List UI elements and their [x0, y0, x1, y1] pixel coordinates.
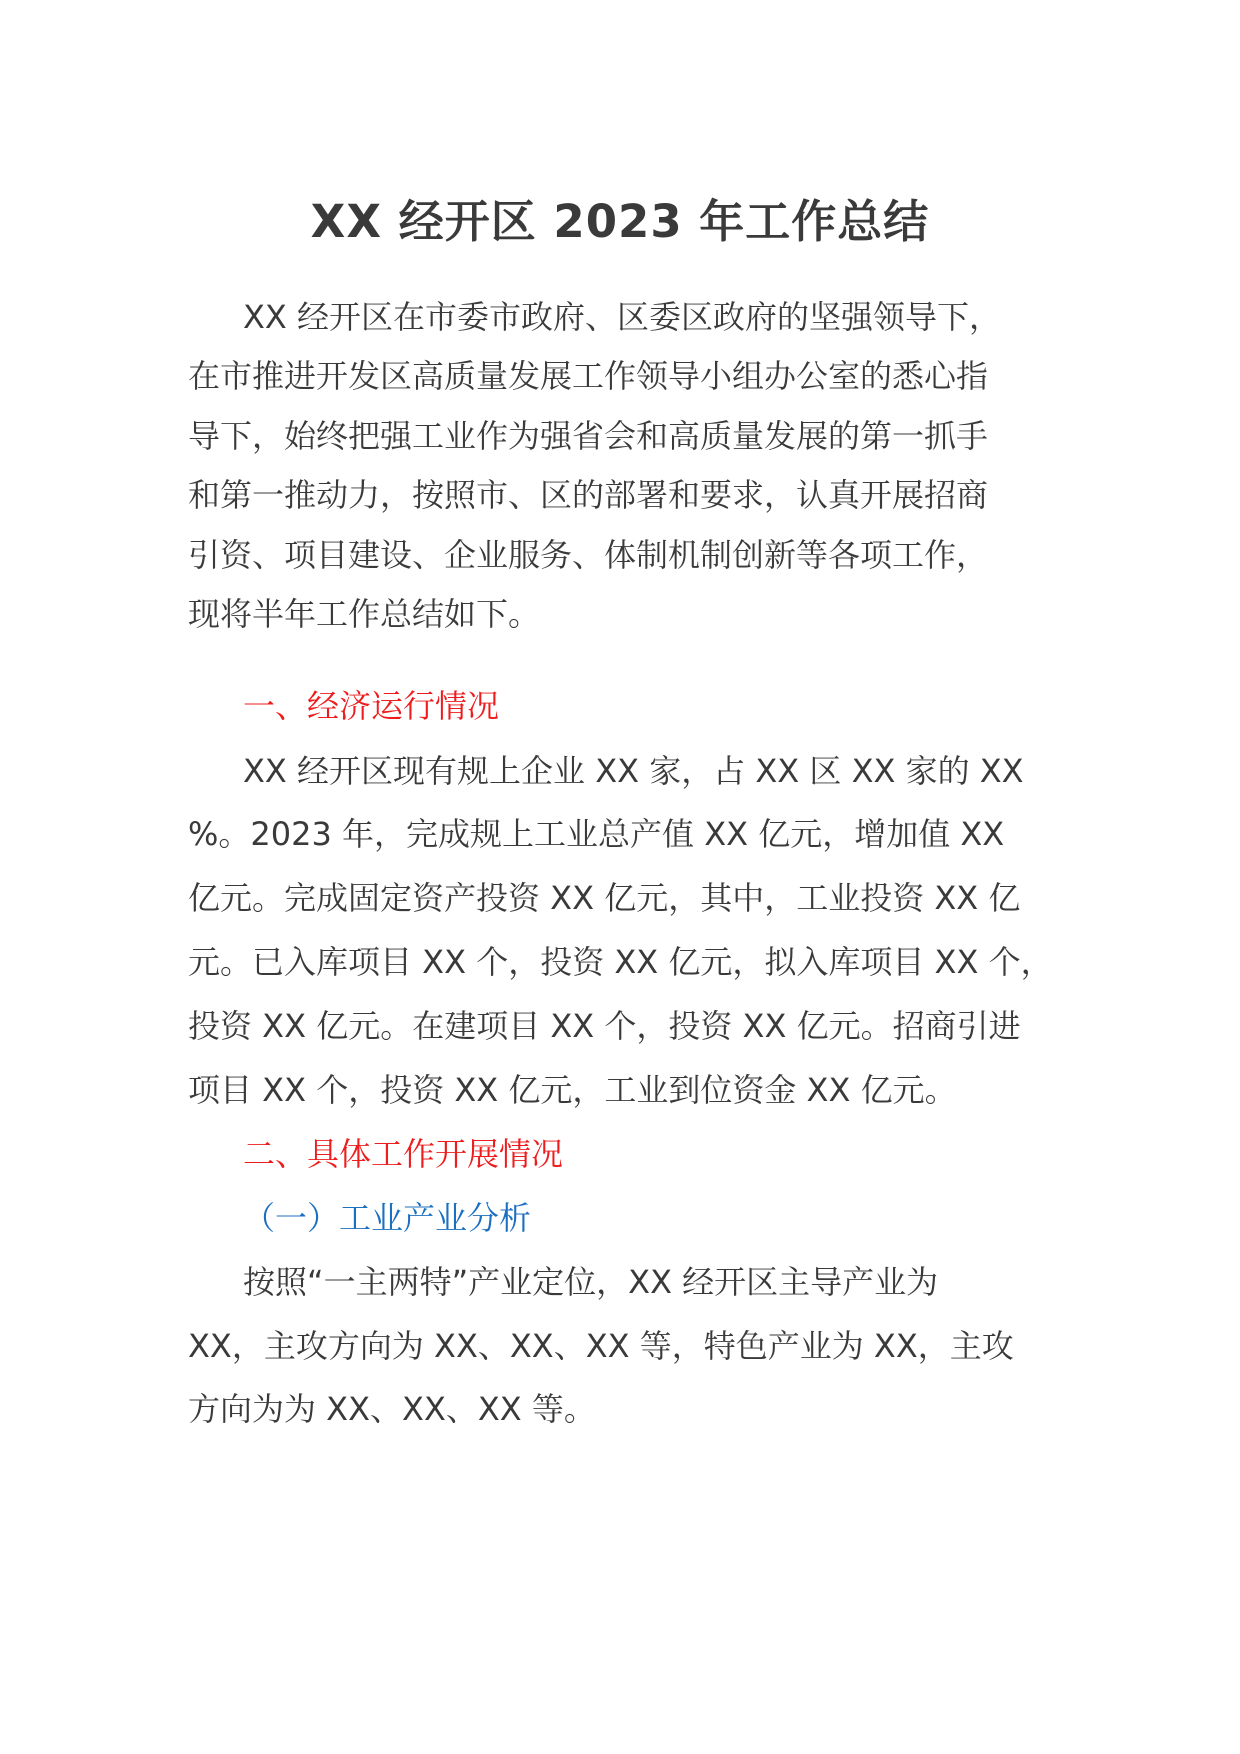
intro-line-3: 导下，始终把强工业作为强省会和高质量发展的第一抓手: [188, 417, 989, 455]
subsection-heading-industry-analysis: （一）工业产业分析: [243, 1199, 532, 1237]
section1-line-6: 项目 XX 个，投资 XX 亿元，工业到位资金 XX 亿元。: [188, 1071, 957, 1109]
intro-line-6: 现将半年工作总结如下。: [188, 595, 541, 633]
intro-line-4: 和第一推动力，按照市、区的部署和要求，认真开展招商: [188, 476, 989, 514]
section1-line-1: XX 经开区现有规上企业 XX 家，占 XX 区 XX 家的 XX: [243, 752, 1024, 790]
section-heading-work-progress: 二、具体工作开展情况: [243, 1135, 564, 1173]
section2-line-1: 按照“一主两特”产业定位，XX 经开区主导产业为: [243, 1263, 939, 1301]
document-title: XX 经开区 2023 年工作总结: [310, 195, 930, 248]
section1-line-2: %。2023 年，完成规上工业总产值 XX 亿元，增加值 XX: [188, 815, 1005, 853]
section2-line-2: XX，主攻方向为 XX、XX、XX 等，特色产业为 XX，主攻: [188, 1327, 1014, 1365]
intro-line-2: 在市推进开发区高质量发展工作领导小组办公室的悉心指: [188, 357, 989, 395]
intro-line-1: XX 经开区在市委市政府、区委区政府的坚强领导下，: [243, 298, 1002, 336]
section1-line-3: 亿元。完成固定资产投资 XX 亿元，其中，工业投资 XX 亿: [188, 879, 1021, 917]
section1-line-5: 投资 XX 亿元。在建项目 XX 个，投资 XX 亿元。招商引进: [188, 1007, 1021, 1045]
section-heading-economic-operation: 一、经济运行情况: [243, 687, 500, 725]
section1-line-4: 元。已入库项目 XX 个，投资 XX 亿元，拟入库项目 XX 个，: [188, 943, 1053, 981]
intro-line-5: 引资、项目建设、企业服务、体制机制创新等各项工作，: [188, 536, 989, 574]
section2-line-3: 方向为为 XX、XX、XX 等。: [188, 1390, 596, 1428]
